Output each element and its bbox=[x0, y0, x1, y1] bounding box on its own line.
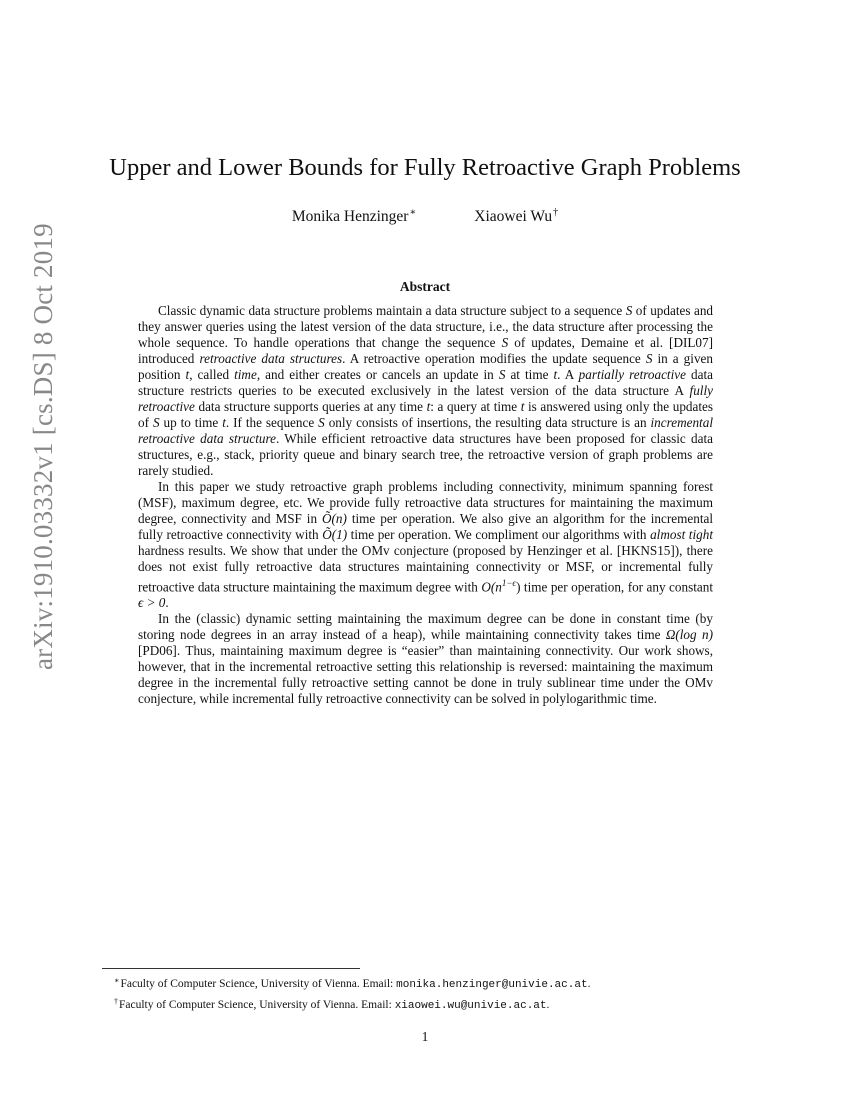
arxiv-identifier: arXiv:1910.03332v1 [cs.DS] 8 Oct 2019 bbox=[28, 223, 58, 670]
email-link[interactable]: monika.henzinger@univie.ac.at bbox=[396, 979, 588, 991]
footnote: ∗Faculty of Computer Science, University of Vienna. Email: monika.henzinger@univie.ac.at. bbox=[114, 976, 591, 991]
footnotes bbox=[102, 973, 752, 1015]
paper-title: Upper and Lower Bounds for Fully Retroactive Graph Problems bbox=[109, 154, 741, 181]
abstract-paragraph: In this paper we study retroactive graph problems including connectivity, minimum spanning forest (MSF), maximum degree, etc. We provide fully retroactive data structures for maintaining the maximum degree, connectivity and MSF in Õ(n) time per operation. We also give an algorithm for the incremental fully retroactive connectivity with Õ(1) time per operation. We compliment our algorithms with almost tight hardness results. We show that under the OMv conjecture (proposed by Henzinger et al. [HKNS15]), there does not exist fully retroactive data structures maintaining connectivity or MSF, or incremental fully retroactive data structure maintaining the maximum degree with $O(n^{1-\epsilon})$ time per operation, for any constant ϵ > 0. bbox=[138, 479, 713, 611]
author-footnote-mark: ∗ bbox=[409, 207, 417, 218]
abstract-paragraph: Classic dynamic data structure problems maintain a data structure subject to a sequence S of updates and they answer queries using the latest version of the data structure, i.e., the data structure after processing the whole sequence. To handle operations that change the sequence S of updates, Demaine et al. [DIL07] introduced retroactive data structures. A retroactive operation modifies the update sequence S in a given position t, called time, and either creates or cancels an update in S at time t. A partially retroactive data structure restricts queries to be executed exclusively in the latest version of the data structure A fully retroactive data structure supports queries at any time t: a query at time t is answered using only the updates of S up to time t. If the sequence S only consists of insertions, the resulting data structure is an incremental retroactive data structure. While efficient retroactive data structures have been proposed for classic data structures, e.g., stack, priority queue and binary search tree, the retroactive version of graph problems are rarely studied. bbox=[138, 303, 714, 478]
abstract-heading: Abstract bbox=[399, 279, 451, 294]
author-footnote-mark: † bbox=[553, 207, 559, 218]
abstract-paragraph: In the (classic) dynamic setting maintaining the maximum degree can be done in constant time (by storing node degrees in an array instead of a heap), while maintaining connectivity takes time Ω(log n) [PD06]. Thus, maintaining maximum degree is “easier” than maintaining connectivity. Our work shows, however, that in the incremental retroactive setting this relationship is reversed: maintaining the maximum degree in the incremental fully retroactive setting cannot be done in truly sublinear time under the OMv conjecture, while incremental fully retroactive connectivity can be solved in polylogarithmic time. bbox=[138, 611, 713, 707]
footnote: †Faculty of Computer Science, University of Vienna. Email: xiaowei.wu@univie.ac.at. bbox=[114, 997, 550, 1012]
abstract-body bbox=[138, 303, 713, 707]
page-number: 1 bbox=[421, 1029, 429, 1044]
arxiv-sidebar bbox=[28, 223, 58, 670]
author: Xiaowei Wu† bbox=[474, 207, 559, 225]
author-list bbox=[0, 202, 850, 228]
footnote-rule bbox=[102, 968, 360, 969]
email-link[interactable]: xiaowei.wu@univie.ac.at bbox=[394, 1000, 547, 1012]
author: Monika Henzinger∗ bbox=[291, 207, 417, 225]
